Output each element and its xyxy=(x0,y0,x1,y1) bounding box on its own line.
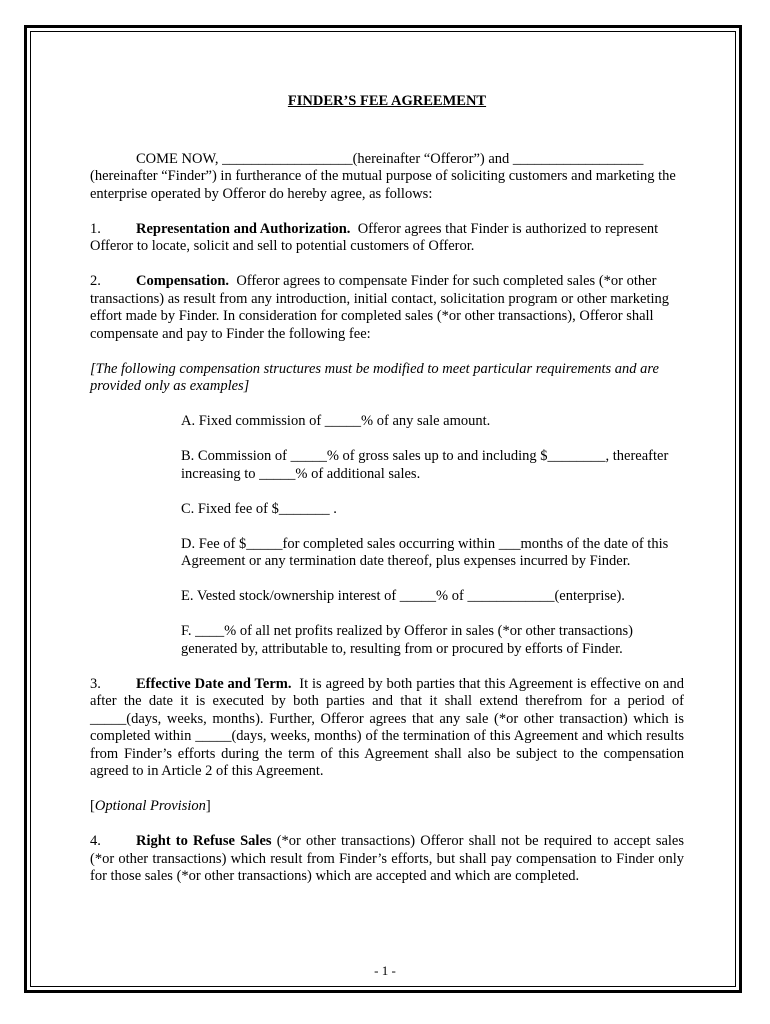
section-3-heading: Effective Date and Term. xyxy=(136,675,292,692)
option-e: E. Vested stock/ownership interest of _____% of ____________(enterprise). xyxy=(181,588,625,604)
section-1-body: Offeror agrees that Finder is authorized to represent Offeror to locate, solicit and sell to potential customers of Offeror. xyxy=(90,220,659,254)
section-1 xyxy=(90,221,684,256)
document-title: FINDER’S FEE AGREEMENT xyxy=(287,93,487,109)
optional-provision-open: [ xyxy=(90,798,95,814)
section-1-heading: Representation and Authorization. xyxy=(136,220,351,237)
section-4-number: 4. xyxy=(90,833,101,849)
optional-provision-label xyxy=(90,798,684,816)
section-4-heading: Right to Refuse Sales xyxy=(136,833,272,849)
intro-paragraph: COME NOW, __________________(hereinafter “Offeror”) and __________________ (hereinafter “Finder”) in furtherance of the mutual purpose of soliciting customers and marketing the enterprise operated by Offeror do hereby agree, as follows: xyxy=(90,150,676,202)
document-body xyxy=(90,93,684,903)
section-3-number: 3. xyxy=(90,675,101,692)
optional-provision-text: Optional Provision xyxy=(94,798,206,814)
compensation-note: [The following compensation structures must be modified to meet particular requirements and are provided only as examples] xyxy=(90,360,659,394)
option-a: A. Fixed commission of _____% of any sale amount. xyxy=(181,413,491,429)
section-4-body: (*or other transactions) Offeror shall not be required to accept sales (*or other transactions) which result from Finder’s efforts, but shall pay compensation to Finder only for those sales (*or other transactions) which are accepted and which are completed. xyxy=(90,833,685,884)
option-d: D. Fee of $_____for completed sales occurring within ___months of the date of this Agreement or any termination date thereof, plus expenses incurred by Finder. xyxy=(181,535,669,569)
section-2-body: Offeror agrees to compensate Finder for such completed sales (*or other transactions) as result from any introduction, initial contact, solicitation program or other marketing effort made by Finder. In consideration for completed sales (*or other transactions), Offeror shall compensate and pay to Finder the following fee: xyxy=(90,273,670,342)
page-number: - 1 - xyxy=(374,963,396,978)
option-c: C. Fixed fee of $_______ . xyxy=(181,500,337,517)
option-b: B. Commission of _____% of gross sales up to and including $________, thereafter increasing to _____% of additional sales. xyxy=(181,448,669,482)
option-f: F. ____% of all net profits realized by Offeror in sales (*or other transactions) generated by, attributable to, resulting from or procured by efforts of Finder. xyxy=(181,623,633,657)
section-4 xyxy=(90,833,684,886)
section-1-number: 1. xyxy=(90,220,101,237)
optional-provision-close: ] xyxy=(205,798,211,814)
section-3-body: It is agreed by both parties that this Agreement is effective on and after the date it is executed by both parties and that it shall extend therefrom for a period of _____(days, weeks, months). Further, Offeror agrees that any sale (*or other transaction) which is completed within _____(days, weeks, months) of the termination of this Agreement and which results from Finder’s efforts during the term of this Agreement shall also be subject to the compensation agreed to in Article 2 of this Agreement. xyxy=(90,675,684,779)
section-3 xyxy=(90,676,684,781)
section-2-number: 2. xyxy=(90,273,101,289)
section-2-heading: Compensation. xyxy=(136,273,230,289)
section-2 xyxy=(90,273,684,343)
